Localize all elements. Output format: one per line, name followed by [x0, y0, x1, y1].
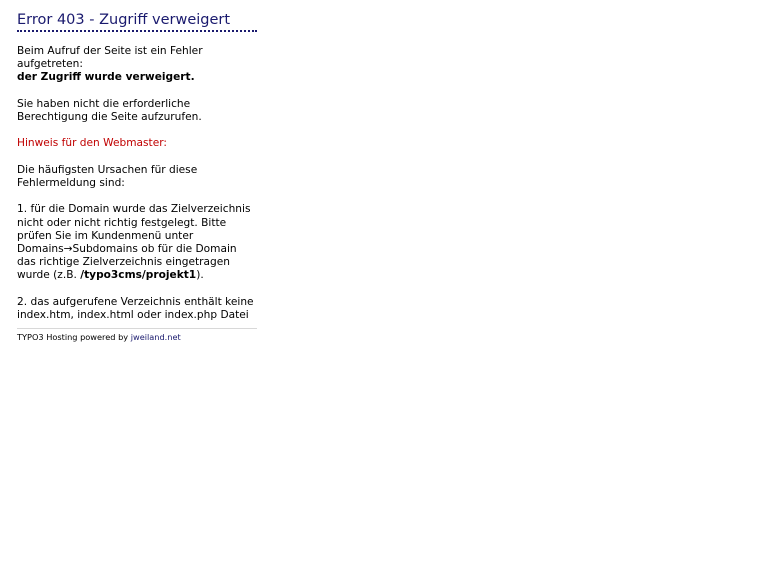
cause-2: 2. das aufgerufene Verzeichnis enthält keine index.htm, index.html oder index.php Datei	[17, 295, 254, 321]
cause-1	[17, 203, 257, 282]
webmaster-hint: Hinweis für den Webmaster:	[17, 137, 167, 150]
footer-text: TYPO3 Hosting powered by	[17, 332, 131, 343]
causes-intro: Die häufigsten Ursachen für diese Fehlermeldung sind:	[17, 163, 198, 189]
no-permission-text: Sie haben nicht die erforderliche Berechtigung die Seite aufzurufen.	[17, 97, 202, 123]
footer	[17, 328, 257, 343]
error-page	[17, 11, 257, 343]
intro-paragraph	[17, 45, 257, 85]
intro-text: Beim Aufruf der Seite ist ein Fehler aufgetreten:	[17, 45, 203, 71]
error-content	[17, 45, 257, 322]
jweiland-link[interactable]: jweiland.net	[130, 332, 181, 343]
cause-1-end: ).	[196, 269, 204, 282]
cause-1-path: /typo3cms/projekt1	[80, 269, 197, 282]
access-denied-text: der Zugriff wurde verweigert.	[17, 71, 195, 84]
page-title: Error 403 - Zugriff verweigert	[17, 11, 257, 32]
cause-1-text: 1. für die Domain wurde das Zielverzeichnis nicht oder nicht richtig festgelegt. Bitte prüfen Sie im Kundenmenü unter Domains→Subdomains ob für die Domain das richtige Zielverzeichnis eingetragen wurde (z.B.	[17, 203, 251, 282]
